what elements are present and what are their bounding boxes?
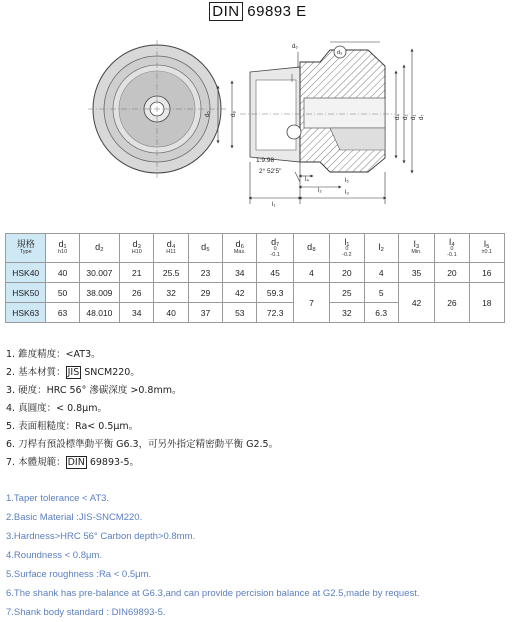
label-d1: d₁ xyxy=(411,114,417,120)
cell: 35 xyxy=(398,263,434,283)
column-header-tolerance: h10 xyxy=(57,248,68,255)
label-l1: l₁ xyxy=(272,202,276,208)
cell: 40 xyxy=(46,263,79,283)
column-header-tolerance: 0 xyxy=(273,245,277,252)
cell: 30.007 xyxy=(79,263,119,283)
cell: 34 xyxy=(120,303,154,323)
note-zh-line: 4. 真圓度：< 0.8μm。 xyxy=(6,403,107,414)
column-header-tolerance: H11 xyxy=(166,248,176,255)
note-en-line: 5.Surface roughness :Ra < 0.5μm. xyxy=(6,569,152,580)
label-d4: d₄ xyxy=(395,114,401,120)
note-zh-line: 5. 表面粗糙度：Ra< 0.5μm。 xyxy=(6,421,139,432)
note-zh-line: 6. 刀桿有預設標準動平衡 G6.3，可另外指定精密動平衡 G2.5。 xyxy=(6,439,279,450)
cell: 16 xyxy=(469,263,504,283)
label-l5: l₅ xyxy=(345,178,349,184)
column-header xyxy=(79,234,119,263)
cell: 48.010 xyxy=(79,303,119,323)
note-en-line: 6.The shank has pre-balance at G6.3,and can provide percision balance at G2.5,made by request. xyxy=(6,588,420,599)
note-zh-prefix: 2. 基本材質： xyxy=(6,367,66,378)
column-header-symbol: d₆ xyxy=(235,239,245,250)
cell: 6.3 xyxy=(364,303,398,323)
column-header xyxy=(257,234,293,263)
note-zh-line xyxy=(6,454,278,472)
cell-merged: 7 xyxy=(293,283,329,323)
column-header-symbol: d₂ xyxy=(95,242,104,253)
label-d7: d₇ xyxy=(419,114,425,120)
column-header-tolerance: 0 xyxy=(345,245,349,252)
title-standard: 69893 E xyxy=(242,3,307,20)
column-header-symbol: d₁ xyxy=(58,239,67,250)
cell: 20 xyxy=(330,263,364,283)
label-l4: l₄ xyxy=(305,177,309,183)
cell: 25.5 xyxy=(154,263,188,283)
column-header-symbol: d₅ xyxy=(201,242,210,253)
notes-chinese xyxy=(6,346,278,472)
note-en-line: 1.Taper tolerance < AT3. xyxy=(6,493,110,504)
column-header xyxy=(435,234,469,263)
row-type-hsk40: HSK40 xyxy=(6,263,46,283)
cell: 38.009 xyxy=(79,283,119,303)
cell: 42 xyxy=(223,283,257,303)
label-d3: d₃ xyxy=(337,50,343,56)
column-header xyxy=(188,234,222,263)
title-din-box: DIN xyxy=(209,2,242,21)
cell: 20 xyxy=(435,263,469,283)
note-en-line: 4.Roundness < 0.8μm. xyxy=(6,550,103,561)
column-header-tolerance: Max. xyxy=(233,248,246,255)
column-header xyxy=(469,234,504,263)
cell: 32 xyxy=(154,283,188,303)
cell-merged: 42 xyxy=(398,283,434,323)
label-d8: d₈ xyxy=(231,111,237,117)
cell: 26 xyxy=(120,283,154,303)
label-angle: 2° 52'5" xyxy=(259,168,282,175)
cell: 5 xyxy=(364,283,398,303)
column-header-tolerance: 0 xyxy=(450,245,454,252)
label-d2: d₂ xyxy=(403,114,409,120)
column-header-symbol: l₃ xyxy=(413,239,420,250)
cell: 45 xyxy=(257,263,293,283)
column-header-symbol: d₄ xyxy=(166,239,176,250)
note-zh-line: 3. 硬度：HRC 56° 滲碳深度 >0.8mm。 xyxy=(6,385,182,396)
front-view xyxy=(88,40,226,178)
column-header-symbol: l₅ xyxy=(483,239,490,250)
column-header xyxy=(120,234,154,263)
label-l3: l₃ xyxy=(345,190,349,196)
table-row xyxy=(6,283,505,303)
label-d5: d₅ xyxy=(205,111,211,117)
specification-table xyxy=(5,233,505,323)
cell: 59.3 xyxy=(257,283,293,303)
cell: 37 xyxy=(188,303,222,323)
note-en-line: 3.Hardness>HRC 56° Carbon depth>0.8mm. xyxy=(6,531,196,542)
label-taper: 1:9.98 xyxy=(256,157,275,164)
row-type-hsk63: HSK63 xyxy=(6,303,46,323)
cell: 25 xyxy=(330,283,364,303)
cell: 63 xyxy=(46,303,79,323)
column-header-symbol: 規格 xyxy=(16,239,35,250)
column-header xyxy=(398,234,434,263)
cell: 4 xyxy=(364,263,398,283)
column-header xyxy=(293,234,329,263)
cell: 72.3 xyxy=(257,303,293,323)
cell: 50 xyxy=(46,283,79,303)
column-header xyxy=(46,234,79,263)
column-header-tolerance: Type xyxy=(19,248,32,255)
technical-drawing xyxy=(0,22,516,222)
cell: 4 xyxy=(293,263,329,283)
cell: 21 xyxy=(120,263,154,283)
notes-english xyxy=(6,489,420,622)
column-header-tolerance: ±0.1 xyxy=(481,248,493,255)
label-l2: l₂ xyxy=(318,188,322,194)
cell-merged: 18 xyxy=(469,283,504,323)
cell-merged: 26 xyxy=(435,283,469,323)
column-header xyxy=(154,234,188,263)
label-d6: d₆ xyxy=(292,44,298,50)
column-header xyxy=(330,234,364,263)
column-header xyxy=(6,234,46,263)
cell: 53 xyxy=(223,303,257,323)
note-zh-suffix: 69893-5。 xyxy=(86,457,140,468)
column-header xyxy=(364,234,398,263)
column-header-tolerance: -0.2 xyxy=(342,251,352,258)
column-header-tolerance: H10 xyxy=(131,248,142,255)
row-type-hsk50: HSK50 xyxy=(6,283,46,303)
column-header-symbol: d₃ xyxy=(132,239,142,250)
column-header-symbol: d₇ xyxy=(271,236,280,247)
cell: 34 xyxy=(223,263,257,283)
cell: 29 xyxy=(188,283,222,303)
column-header-tolerance: -0.1 xyxy=(270,251,280,258)
note-zh-boxed-term: JIS xyxy=(67,367,80,378)
table-row xyxy=(6,263,505,283)
note-zh-line: 1. 錐度精度：<AT3。 xyxy=(6,349,101,360)
note-en-line: 2.Basic Material :JIS-SNCM220. xyxy=(6,512,143,523)
column-header-tolerance: -0.1 xyxy=(447,251,457,258)
column-header-symbol: d₈ xyxy=(307,242,316,253)
column-header-symbol: l₂ xyxy=(378,242,384,253)
table-header-row xyxy=(6,234,505,263)
note-zh-line xyxy=(6,364,278,382)
column-header-symbol: l₄ xyxy=(449,236,455,247)
cell: 40 xyxy=(154,303,188,323)
page-title xyxy=(0,3,516,20)
column-header-symbol: l₁ xyxy=(344,236,350,247)
column-header xyxy=(223,234,257,263)
cell: 23 xyxy=(188,263,222,283)
note-zh-prefix: 7. 本體規範： xyxy=(6,457,66,468)
column-header-tolerance: Min. xyxy=(411,248,422,255)
cell: 32 xyxy=(330,303,364,323)
note-en-line: 7.Shank body standard : DIN69893-5. xyxy=(6,607,166,618)
note-zh-boxed-term: DIN xyxy=(67,457,85,468)
note-zh-suffix: SNCM220。 xyxy=(81,367,140,378)
